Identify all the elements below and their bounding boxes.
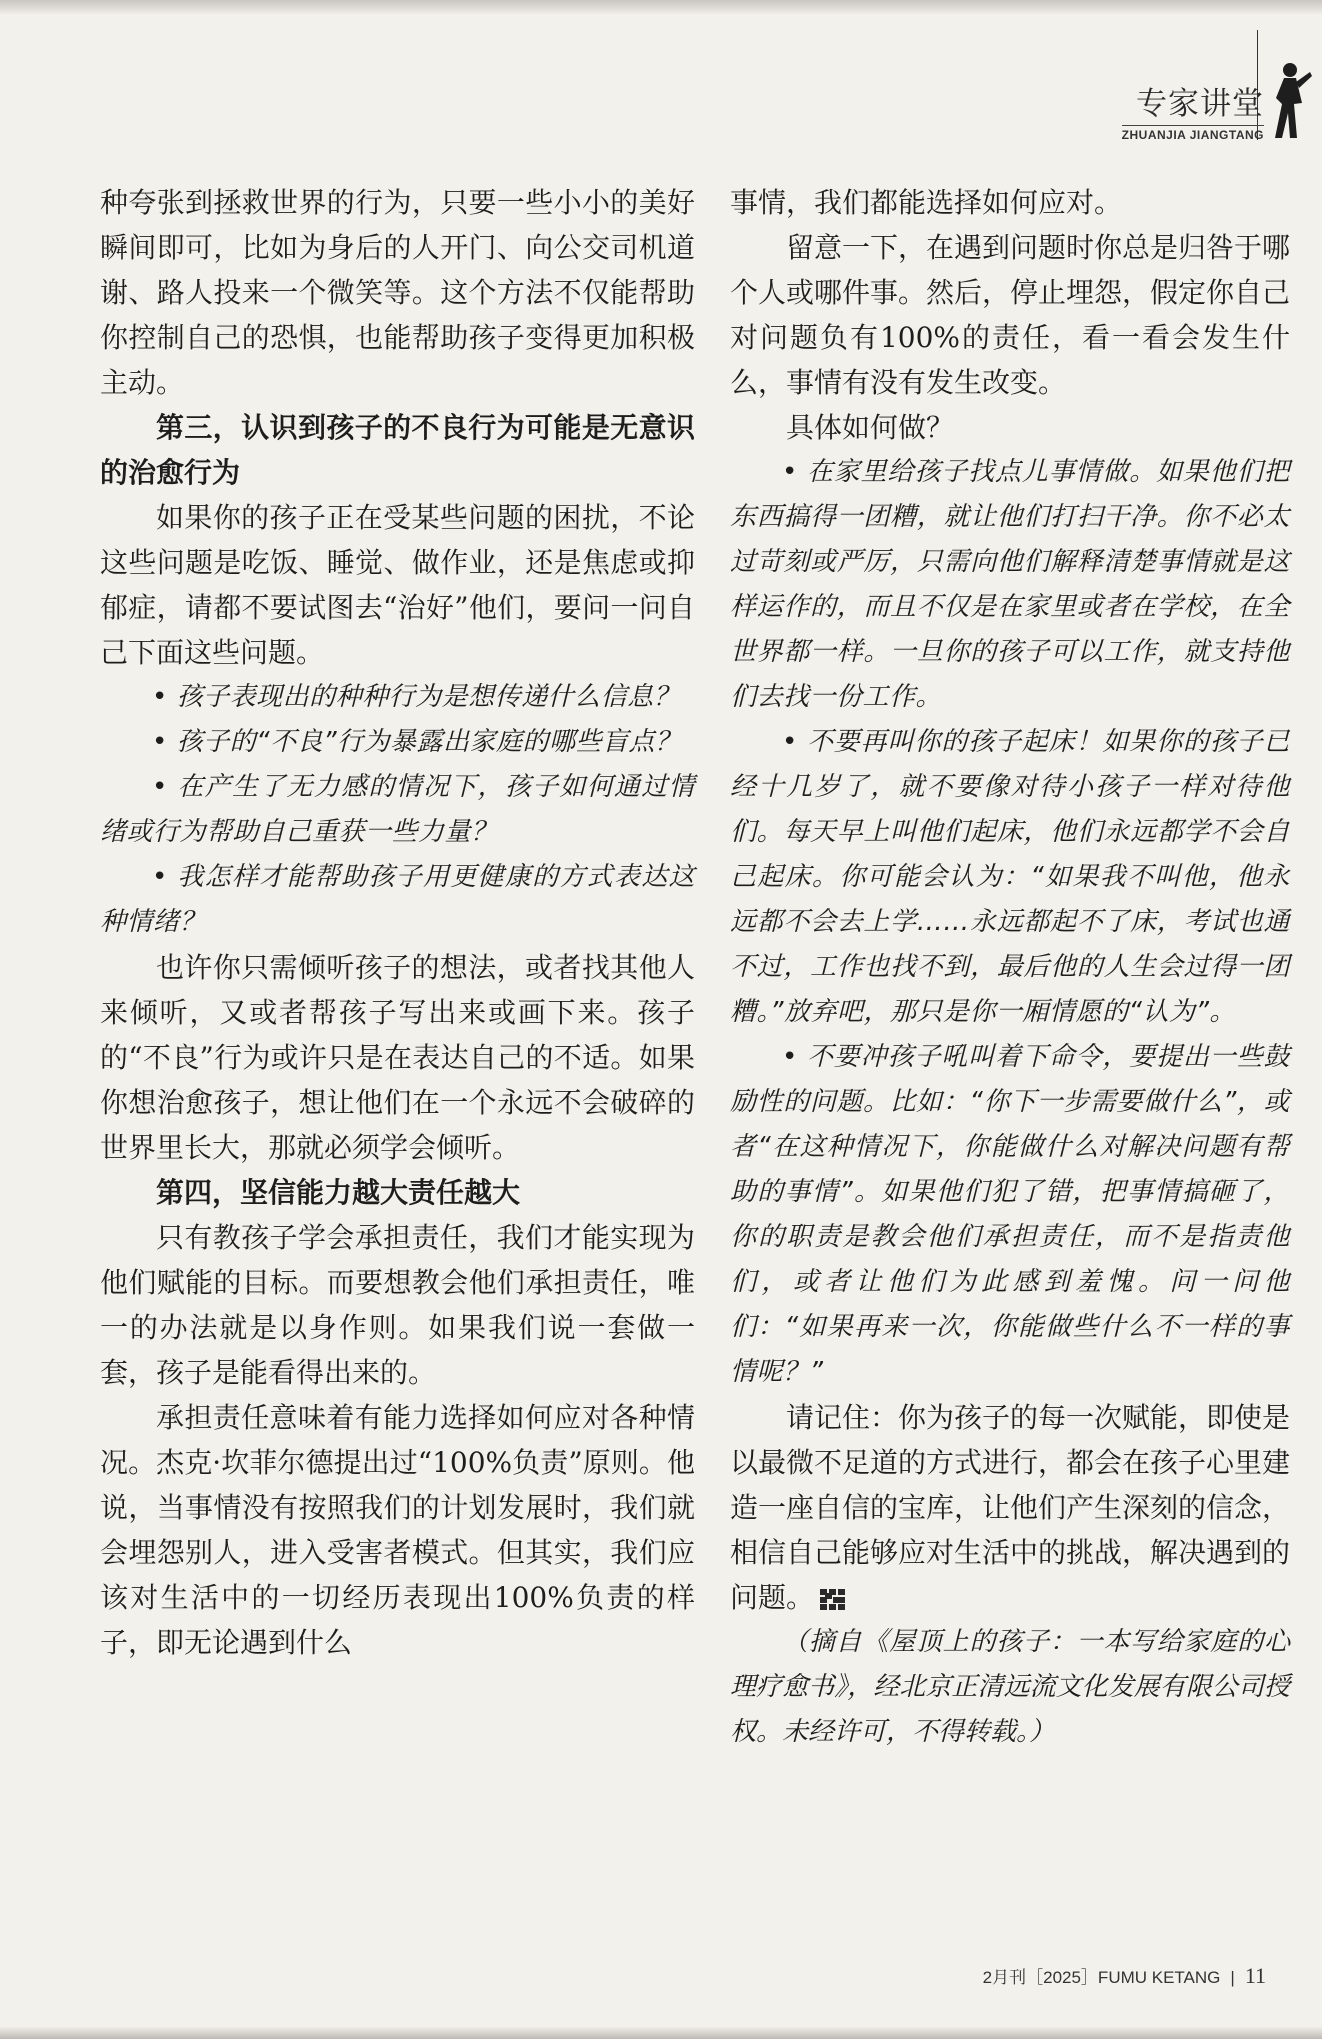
section-heading: 第四，坚信能力越大责任越大 xyxy=(156,1176,521,1209)
bullet-item: • 在产生了无力感的情况下，孩子如何通过情绪或行为帮助自己重获一些力量？ xyxy=(100,772,695,847)
figure-icon xyxy=(1264,58,1314,148)
left-column xyxy=(100,180,695,1665)
footer-divider: | xyxy=(1230,1968,1235,1987)
page-footer xyxy=(983,1963,1266,1989)
body-paragraph: 事情，我们都能选择如何应对。 xyxy=(730,186,1123,219)
end-mark-icon xyxy=(820,1589,846,1611)
bullet-item: • 在家里给孩子找点儿事情做。如果他们把东西搞得一团糟，就让他们打扫干净。你不必太过苛刻或严厉，只需向他们解释清楚事情就是这样运作的，而且不仅是在家里或者在学校，在全世界都一样。一旦你的孩子可以工作，就支持他们去找一份工作。 xyxy=(730,457,1290,712)
page-edge-top xyxy=(0,0,1322,14)
body-paragraph: 请记住：你为孩子的每一次赋能，即使是以最微不足道的方式进行，都会在孩子心里建造一座自信的宝库，让他们产生深刻的信念，相信自己能够应对生活中的挑战，解决遇到的问题。 xyxy=(730,1401,1291,1614)
body-paragraph: 留意一下，在遇到问题时你总是归咎于哪个人或哪件事。然后，停止埋怨，假定你自己对问题负有100%的责任，看一看会发生什么，事情有没有发生改变。 xyxy=(730,231,1291,399)
body-paragraph: 只有教孩子学会承担责任，我们才能实现为他们赋能的目标。而要想教会他们承担责任，唯一的办法就是以身作则。如果我们说一套做一套，孩子是能看得出来的。 xyxy=(100,1221,695,1389)
bullet-item: • 孩子表现出的种种行为是想传递什么信息？ xyxy=(152,682,681,712)
source-note: （摘自《屋顶上的孩子：一本写给家庭的心理疗愈书》，经北京正清远流文化发展有限公司授权。未经许可，不得转载。） xyxy=(730,1627,1290,1747)
bullet-item: • 我怎样才能帮助孩子用更健康的方式表达这种情绪？ xyxy=(100,862,695,937)
right-column xyxy=(730,180,1290,1755)
section-heading: 第三，认识到孩子的不良行为可能是无意识的治愈行为 xyxy=(100,411,695,489)
body-paragraph: 也许你只需倾听孩子的想法，或者找其他人来倾听，又或者帮孩子写出来或画下来。孩子的“不良”行为或许只是在表达自己的不适。如果你想治愈孩子，想让他们在一个永远不会破碎的世界里长大，那就必须学会倾听。 xyxy=(100,951,695,1164)
section-header xyxy=(1122,78,1264,142)
section-title: 专家讲堂 xyxy=(1136,86,1264,122)
bullet-item: • 不要冲孩子吼叫着下命令，要提出一些鼓励性的问题。比如：“你下一步需要做什么”，或者“在这种情况下，你能做什么对解决问题有帮助的事情”。如果他们犯了错，把事情搞砸了，你的职责是教会他们承担责任，而不是指责他们，或者让他们为此感到羞愧。问一问他们：“如果再来一次，你能做些什么不一样的事情呢？” xyxy=(730,1042,1290,1387)
body-paragraph: 种夸张到拯救世界的行为，只要一些小小的美好瞬间即可，比如为身后的人开门、向公交司机道谢、路人投来一个微笑等。这个方法不仅能帮助你控制自己的恐惧，也能帮助孩子变得更加积极主动。 xyxy=(100,186,695,399)
body-paragraph: 如果你的孩子正在受某些问题的困扰，不论这些问题是吃饭、睡觉、做作业，还是焦虑或抑郁症，请都不要试图去“治好”他们，要问一问自己下面这些问题。 xyxy=(100,501,695,669)
bullet-item: • 孩子的“不良”行为暴露出家庭的哪些盲点？ xyxy=(152,727,682,757)
body-paragraph: 承担责任意味着有能力选择如何应对各种情况。杰克·坎菲尔德提出过“100%负责”原则。他说，当事情没有按照我们的计划发展时，我们就会埋怨别人，进入受害者模式。但其实，我们应该对生活中的一切经历表现出100%负责的样子，即无论遇到什么 xyxy=(100,1401,695,1659)
body-paragraph: 具体如何做？ xyxy=(786,411,955,444)
page-edge-bottom xyxy=(0,2027,1322,2039)
page-number: 11 xyxy=(1244,1963,1266,1988)
section-subtitle: ZHUANJIA JIANGTANG xyxy=(1122,125,1264,142)
issue-label: 2月刊［2025］FUMU KETANG xyxy=(982,1968,1221,1987)
bullet-item: • 不要再叫你的孩子起床！如果你的孩子已经十几岁了，就不要像对待小孩子一样对待他们。每天早上叫他们起床，他们永远都学不会自己起床。你可能会认为：“如果我不叫他，他永远都不会去上学……永远都起不了床，考试也通不过，工作也找不到，最后他的人生会过得一团糟。”放弃吧，那只是你一厢情愿的“认为”。 xyxy=(730,727,1290,1027)
